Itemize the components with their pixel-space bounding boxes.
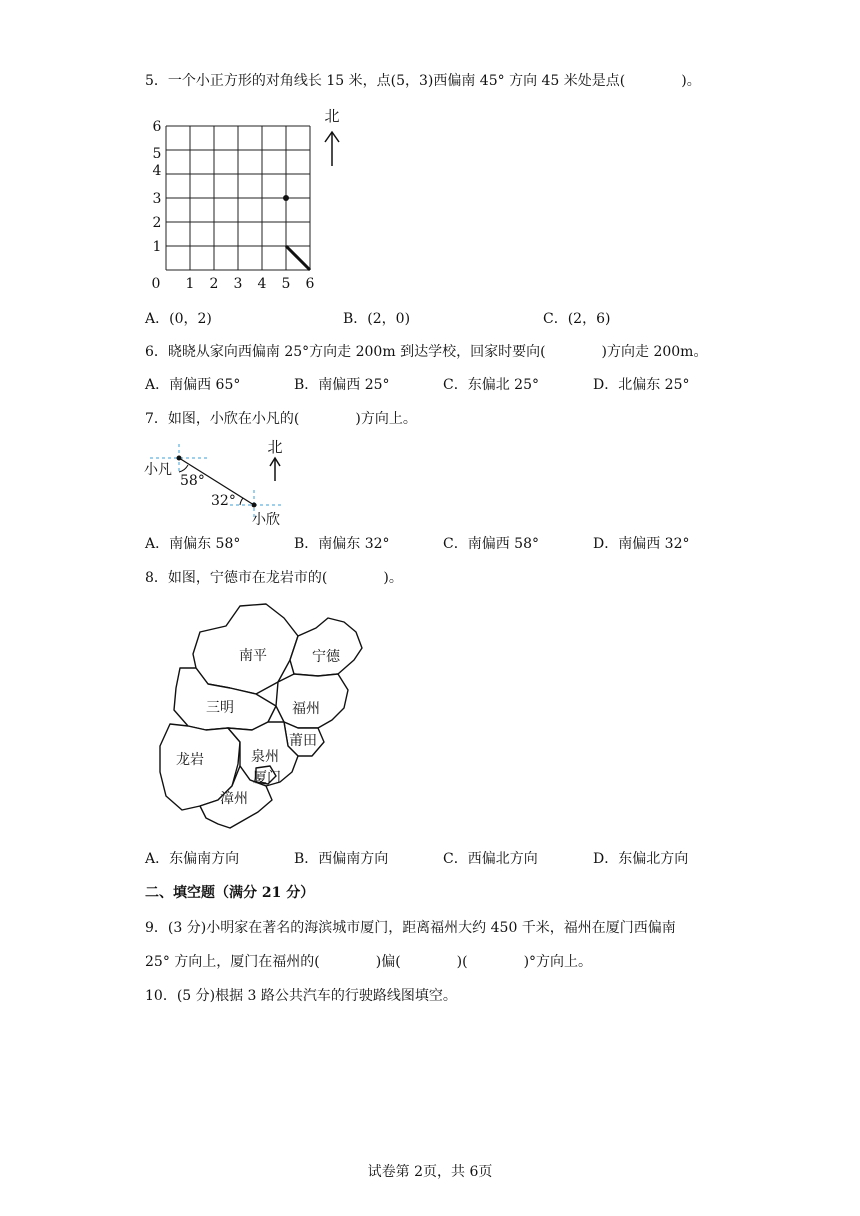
grid-diagonal xyxy=(286,246,310,270)
q7-option-b[interactable]: B．南偏东 32° xyxy=(294,536,390,552)
map-region-ningde xyxy=(290,618,362,676)
q5-option-c[interactable]: C．(2，6) xyxy=(543,311,611,327)
q9-text-line1: 9．(3 分)小明家在著名的海滨城市厦门，距离福州大约 450 千米，福州在厦门西偏南 xyxy=(145,920,676,936)
map-label-zhangzhou: 漳州 xyxy=(220,791,248,807)
angle-arc-b xyxy=(240,498,243,505)
q8-option-b[interactable]: B．西偏南方向 xyxy=(294,851,389,867)
y-tick: 4 xyxy=(152,163,162,179)
q7-option-c[interactable]: C．南偏西 58° xyxy=(443,536,539,552)
x-tick: 1 xyxy=(185,276,195,292)
map-label-quanzhou: 泉州 xyxy=(251,749,279,765)
q6-option-c[interactable]: C．东偏北 25° xyxy=(443,377,539,393)
q7-direction-figure xyxy=(142,436,302,530)
q5-option-b[interactable]: B．(2，0) xyxy=(343,311,411,327)
q7-option-a[interactable]: A．南偏东 58° xyxy=(145,536,241,552)
map-label-sanming: 三明 xyxy=(206,700,234,716)
label-xiaofan: 小凡 xyxy=(144,462,172,478)
q7-text: 7．如图，小欣在小凡的( )方向上。 xyxy=(145,411,417,427)
y-tick: 1 xyxy=(152,239,162,255)
q8-option-d[interactable]: D．东偏北方向 xyxy=(593,851,689,867)
q10-text: 10．(5 分)根据 3 路公共汽车的行驶路线图填空。 xyxy=(145,988,457,1004)
north-arrow-icon xyxy=(325,132,339,166)
y-tick: 2 xyxy=(152,215,162,231)
y-tick: 6 xyxy=(152,119,162,135)
x-tick: 3 xyxy=(233,276,243,292)
q5-option-a[interactable]: A．(0，2) xyxy=(145,311,212,327)
point-xiaofan xyxy=(177,456,182,461)
x-tick: 6 xyxy=(305,276,315,292)
point-xiaoxin xyxy=(252,503,257,508)
north-label: 北 xyxy=(267,438,283,456)
q6-text: 6．晓晓从家向西偏南 25°方向走 200m 到达学校，回家时要向( )方向走 200m。 xyxy=(145,344,708,360)
q9-text-line2: 25° 方向上，厦门在福州的( )偏( )( )°方向上。 xyxy=(145,954,593,970)
q8-text: 8．如图，宁德市在龙岩市的( )。 xyxy=(145,570,403,586)
map-label-putian: 莆田 xyxy=(289,733,317,749)
angle-arc-a xyxy=(179,465,188,472)
q6-option-a[interactable]: A．南偏西 65° xyxy=(145,377,241,393)
q6-option-d[interactable]: D．北偏东 25° xyxy=(593,377,690,393)
x-tick: 4 xyxy=(257,276,267,292)
q8-option-a[interactable]: A．东偏南方向 xyxy=(145,851,240,867)
map-label-ningde: 宁德 xyxy=(312,649,340,665)
map-label-nanping: 南平 xyxy=(239,648,267,664)
label-angle-a: 58° xyxy=(180,473,205,489)
y-tick: 3 xyxy=(152,191,162,207)
y-tick: 5 xyxy=(152,146,162,162)
section-heading: 二、填空题（满分 21 分） xyxy=(145,885,315,901)
grid-point xyxy=(283,195,289,201)
map-label-fuzhou: 福州 xyxy=(292,701,320,717)
label-angle-b: 32° xyxy=(211,493,236,509)
q6-option-b[interactable]: B．南偏西 25° xyxy=(294,377,390,393)
q7-option-d[interactable]: D．南偏西 32° xyxy=(593,536,690,552)
map-label-xiamen: 厦门 xyxy=(253,770,281,786)
q8-option-c[interactable]: C．西偏北方向 xyxy=(443,851,538,867)
x-tick: 2 xyxy=(209,276,219,292)
q5-text: 5．一个小正方形的对角线长 15 米，点(5，3)西偏南 45° 方向 45 米处是点( )。 xyxy=(145,73,701,89)
page-footer: 试卷第 2页，共 6页 xyxy=(367,1164,493,1180)
map-label-longyan: 龙岩 xyxy=(176,752,204,768)
north-label: 北 xyxy=(324,107,340,125)
q8-map-figure xyxy=(148,596,378,836)
x-tick: 0 xyxy=(151,276,161,292)
label-xiaoxin: 小欣 xyxy=(252,512,280,528)
q5-grid-figure xyxy=(140,100,360,295)
north-arrow-icon xyxy=(270,458,280,481)
x-tick: 5 xyxy=(281,276,291,292)
